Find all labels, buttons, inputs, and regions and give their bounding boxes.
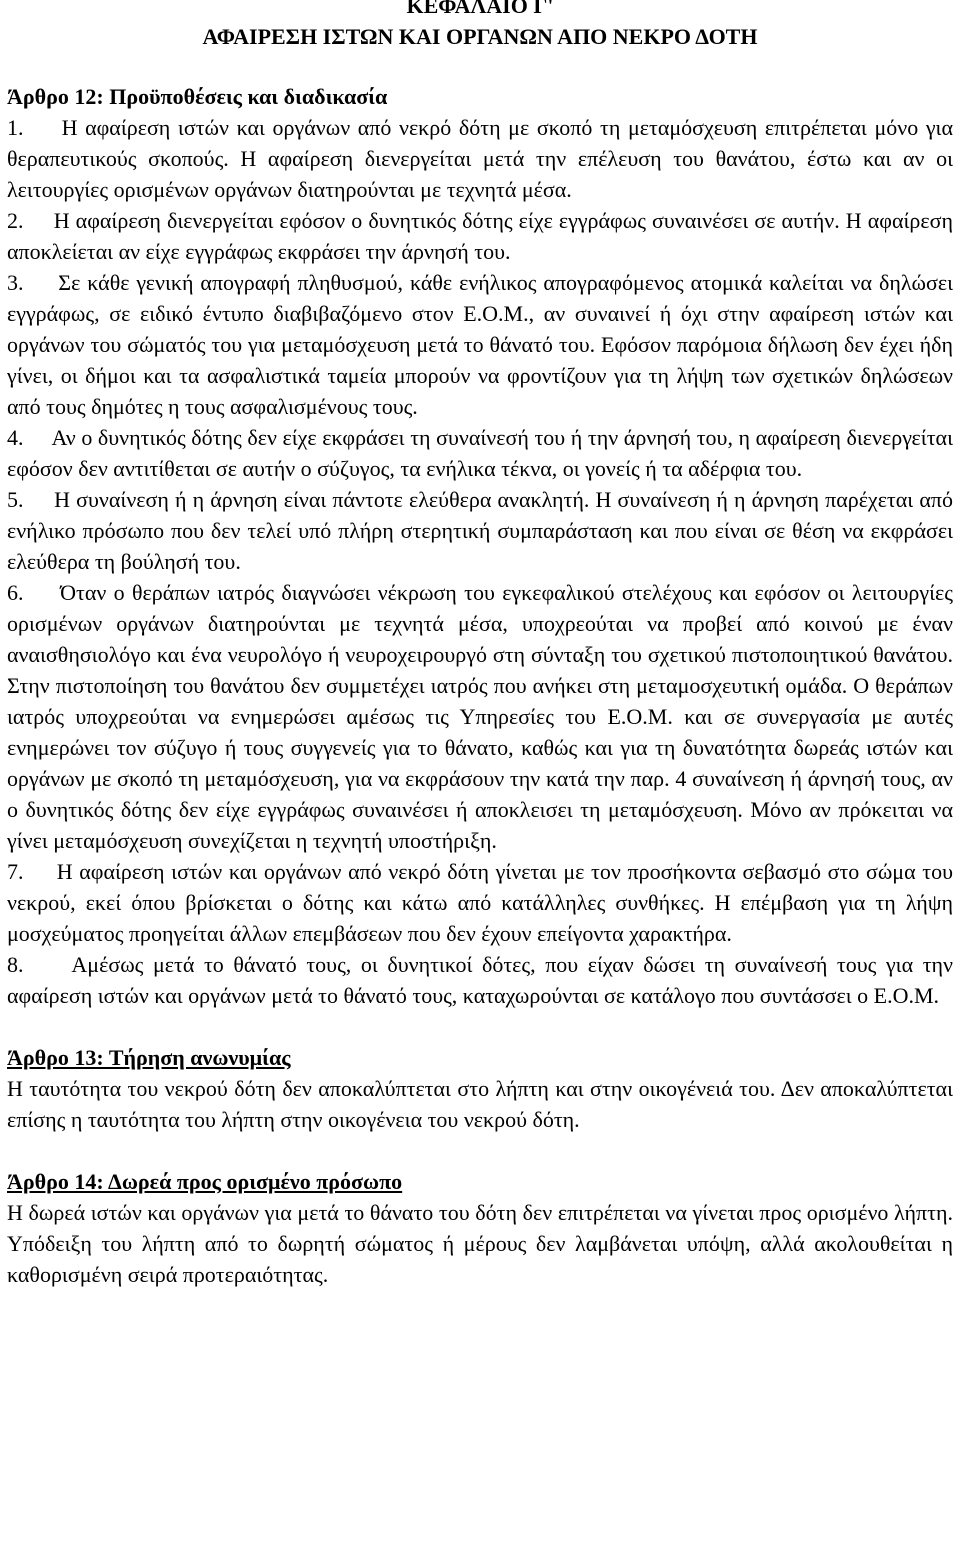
article-14-heading-text: Άρθρο 14: Δωρεά προς ορισμένο πρόσωπο [7,1169,403,1194]
article-13 [7,1042,953,1135]
article-13-heading [7,1042,953,1073]
article-12-paragraph-7: 7. Η αφαίρεση ιστών και οργάνων από νεκρό δότη γίνεται με τον προσήκοντα σεβασμό στο σώμα του νεκρού, εκεί όπου βρίσκεται ο δότης και κάτω από κατάλληλες συνθήκες. Η επέμβαση για τη λήψη μοσχεύματος προηγείται άλλων επεμβάσεων που δεν έχουν επείγοντα χαρακτήρα. [7,859,953,946]
article-14-heading [7,1166,953,1197]
article-13-paragraph-1: Η ταυτότητα του νεκρού δότη δεν αποκαλύπτεται στο λήπτη και στην οικογένειά του. Δεν αποκαλύπτεται επίσης η ταυτότητα του λήπτη στην οικογένεια του νεκρού δότη. [7,1076,953,1132]
article-12-paragraph-1: 1. Η αφαίρεση ιστών και οργάνων από νεκρό δότη με σκοπό τη μεταμόσχευση επιτρέπεται μόνο για θεραπευτικούς σκοπούς. Η αφαίρεση διενεργείται μετά την επέλευση του θανάτου, έστω και αν οι λειτουργίες ορισμένων οργάνων διατηρούνται με τεχνητά μέσα. [7,115,953,202]
article-12-paragraph-5: 5. Η συναίνεση ή η άρνηση είναι πάντοτε ελεύθερα ανακλητή. Η συναίνεση ή η άρνηση παρέχεται από ενήλικο πρόσωπο που δεν τελεί υπό πλήρη στερητική συμπαράσταση και που είναι σε θέση να εκφράσει ελεύθερα τη βούλησή του. [7,487,953,574]
article-12-paragraph-6: 6. Όταν ο θεράπων ιατρός διαγνώσει νέκρωση του εγκεφαλικού στελέχους και εφόσον οι λειτουργίες ορισμένων οργάνων διατηρούνται με τεχνητά μέσα, υποχρεούται να προβεί από κοινού με έναν αναισθησιολόγο και ένα νευρολόγο ή νευροχειρουργό στη σύνταξη του σχετικού πιστοποιητικού θανάτου. Στην πιστοποίηση του θανάτου δεν συμμετέχει ιατρός που ανήκει στη μεταμοσχευτική ομάδα. Ο θεράπων ιατρός υποχρεούται να ενημερώσει αμέσως τις Υπηρεσίες του Ε.Ο.Μ. και σε συνεργασία με αυτές ενημερώνει τον σύζυγο ή τους συγγενείς για το θάνατο, καθώς και για τη δυνατότητα δωρεάς ιστών και οργάνων με σκοπό τη μεταμόσχευση, για να εκφράσουν την κατά την παρ. 4 συναίνεση ή άρνησή τους, αν ο δυνητικός δότης δεν είχε εγγράφως συναινέσει ή αποκλεισει τη μεταμόσχευση. Μόνο αν πρόκειται να γίνει μεταμόσχευση συνεχίζεται η τεχνητή υποστήριξη. [7,580,953,853]
chapter-heading: ΑΦΑΙΡΕΣΗ ΙΣΤΩΝ ΚΑΙ ΟΡΓΑΝΩΝ ΑΠΟ ΝΕΚΡΟ ΔΟΤΗ [202,24,758,49]
article-12-paragraph-2: 2. Η αφαίρεση διενεργείται εφόσον ο δυνητικός δότης είχε εγγράφως συναινέσει σε αυτήν. Η αφαίρεση αποκλείεται αν είχε εγγράφως εκφράσει την άρνησή του. [7,208,953,264]
article-13-heading-text: Άρθρο 13: Τήρηση ανωνυμίας [7,1045,291,1070]
chapter-title [7,0,953,52]
article-14 [7,1166,953,1290]
article-12 [7,81,953,1011]
article-14-paragraph-1: Η δωρεά ιστών και οργάνων για μετά το θάνατο του δότη δεν επιτρέπεται να γίνεται προς ορισμένο λήπτη. Υπόδειξη του λήπτη από το δωρητή σώματος ή μέρους δεν λαμβάνεται υπόψη, αλλά ακολουθείται η καθορισμένη σειρά προτεραιότητας. [7,1200,953,1287]
chapter-number: ΚΕΦΑΛΑΙΟ Γ' [406,0,554,18]
article-12-heading [7,81,953,112]
article-12-heading-text: Άρθρο 12: Προϋποθέσεις και διαδικασία [7,84,388,109]
article-12-paragraph-4: 4. Αν ο δυνητικός δότης δεν είχε εκφράσει τη συναίνεσή του ή την άρνησή του, η αφαίρεση διενεργείται εφόσον δεν αντιτίθεται σε αυτήν ο σύζυγος, τα ενήλικα τέκνα, οι γονείς ή τα αδέρφια του. [7,425,953,481]
article-12-paragraph-3: 3. Σε κάθε γενική απογραφή πληθυσμού, κάθε ενήλικος απογραφόμενος ατομικά καλείται να δηλώσει εγγράφως, σε ειδικό έντυπο διαβιβαζόμενο στον Ε.Ο.Μ., αν συναινεί ή όχι στην αφαίρεση ιστών και οργάνων του σώματός του για μεταμόσχευση μετά το θάνατό του. Εφόσον παρόμοια δήλωση δεν έχει ήδη γίνει, οι δήμοι και τα ασφαλιστικά ταμεία μπορούν να φροντίζουν για τη λήψη των σχετικών δηλώσεων από τους δημότες η τους ασφαλισμένους τους. [7,270,953,419]
article-12-paragraph-8: 8. Αμέσως μετά το θάνατό τους, οι δυνητικοί δότες, που είχαν δώσει τη συναίνεσή τους για την αφαίρεση ιστών και οργάνων μετά το θάνατό τους, καταχωρούνται σε κατάλογο που συντάσσει ο Ε.Ο.Μ. [7,952,953,1008]
